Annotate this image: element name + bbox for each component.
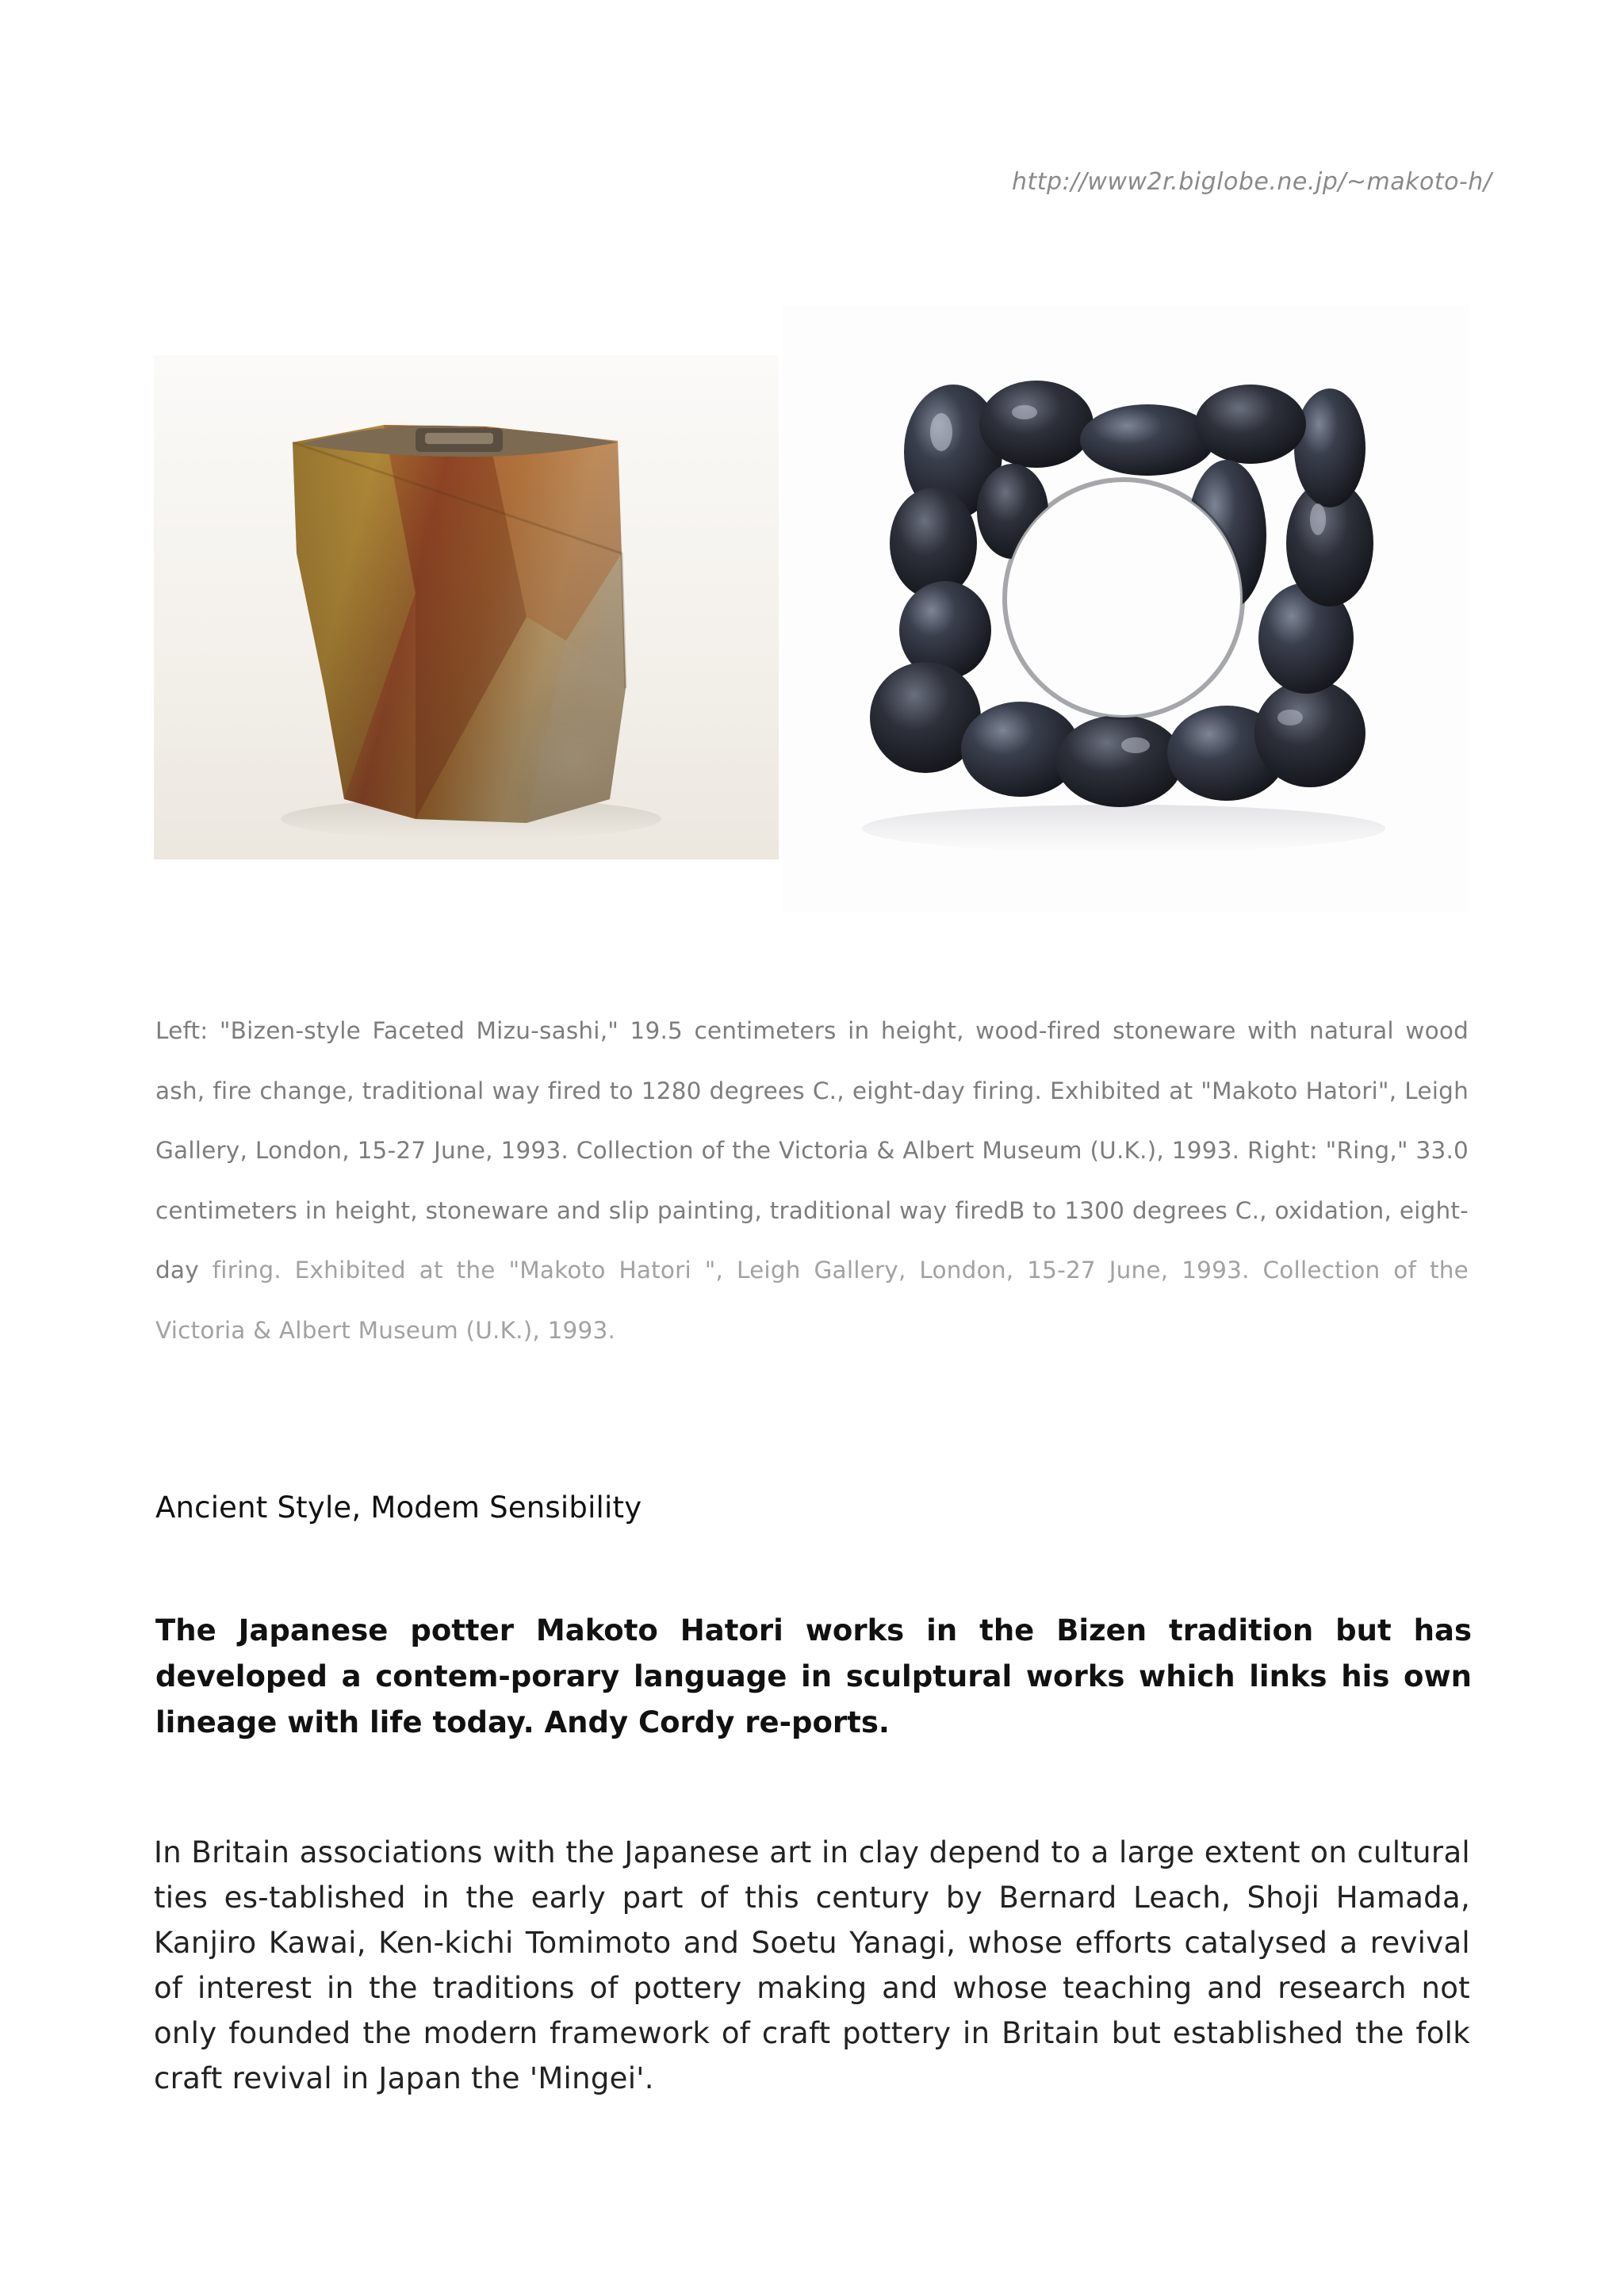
caption-faint: firing. Exhibited at the "Makoto Hatori ", Leigh Gallery, London, 15-27 June, 1993. Collection of the Victoria & Albert Museum (U.K.), 1993. <box>155 1257 1469 1344</box>
article-body: In Britain associations with the Japanese art in clay depend to a large extent on cultural ties es-tablished in the early part of this century by Bernard Leach, Shoji Hamada, Kanjiro Kawai, Ken-kichi Tomimoto and Soetu Yanagi, whose efforts catalysed a revival of interest in the traditions of pottery making and whose teaching and research not only founded the modern framework of craft pottery in Britain but established the folk craft revival in Japan the 'Mingei'. <box>154 1835 1470 2095</box>
article-heading: Ancient Style, Modem Sensibility <box>155 1490 642 1525</box>
figure-caption <box>155 1001 1469 1360</box>
ring-sculpture-icon <box>783 305 1469 913</box>
article-lead: The Japanese potter Makoto Hatori works in the Bizen tradition but has developed a contem-porary language in sculptural works which links his own lineage with life today. Andy Cordy re-ports. <box>155 1613 1472 1739</box>
caption-main: Left: "Bizen-style Faceted Mizu-sashi," 19.5 centimeters in height, wood-fired stoneware with natural wood ash, fire change, traditional way fired to 1280 degrees C., eight-day firing. Exhibited at "Makoto Hatori", Leigh Gallery, London, 15-27 June, 1993. Collection of the Victoria & Albert Museum (U.K.), 1993. Right: "Ring," 33.0 centimeters in height, stoneware and slip painting, traditional way firedB to 1300 degrees C., oxidation, eight-day <box>155 1017 1469 1284</box>
source-url[interactable]: http://www2r.biglobe.ne.jp/~makoto-h/ <box>1012 168 1492 196</box>
faceted-mizusashi-icon <box>154 355 779 859</box>
faceted-mizusashi-photo <box>154 355 779 859</box>
ring-sculpture-photo <box>783 305 1469 913</box>
